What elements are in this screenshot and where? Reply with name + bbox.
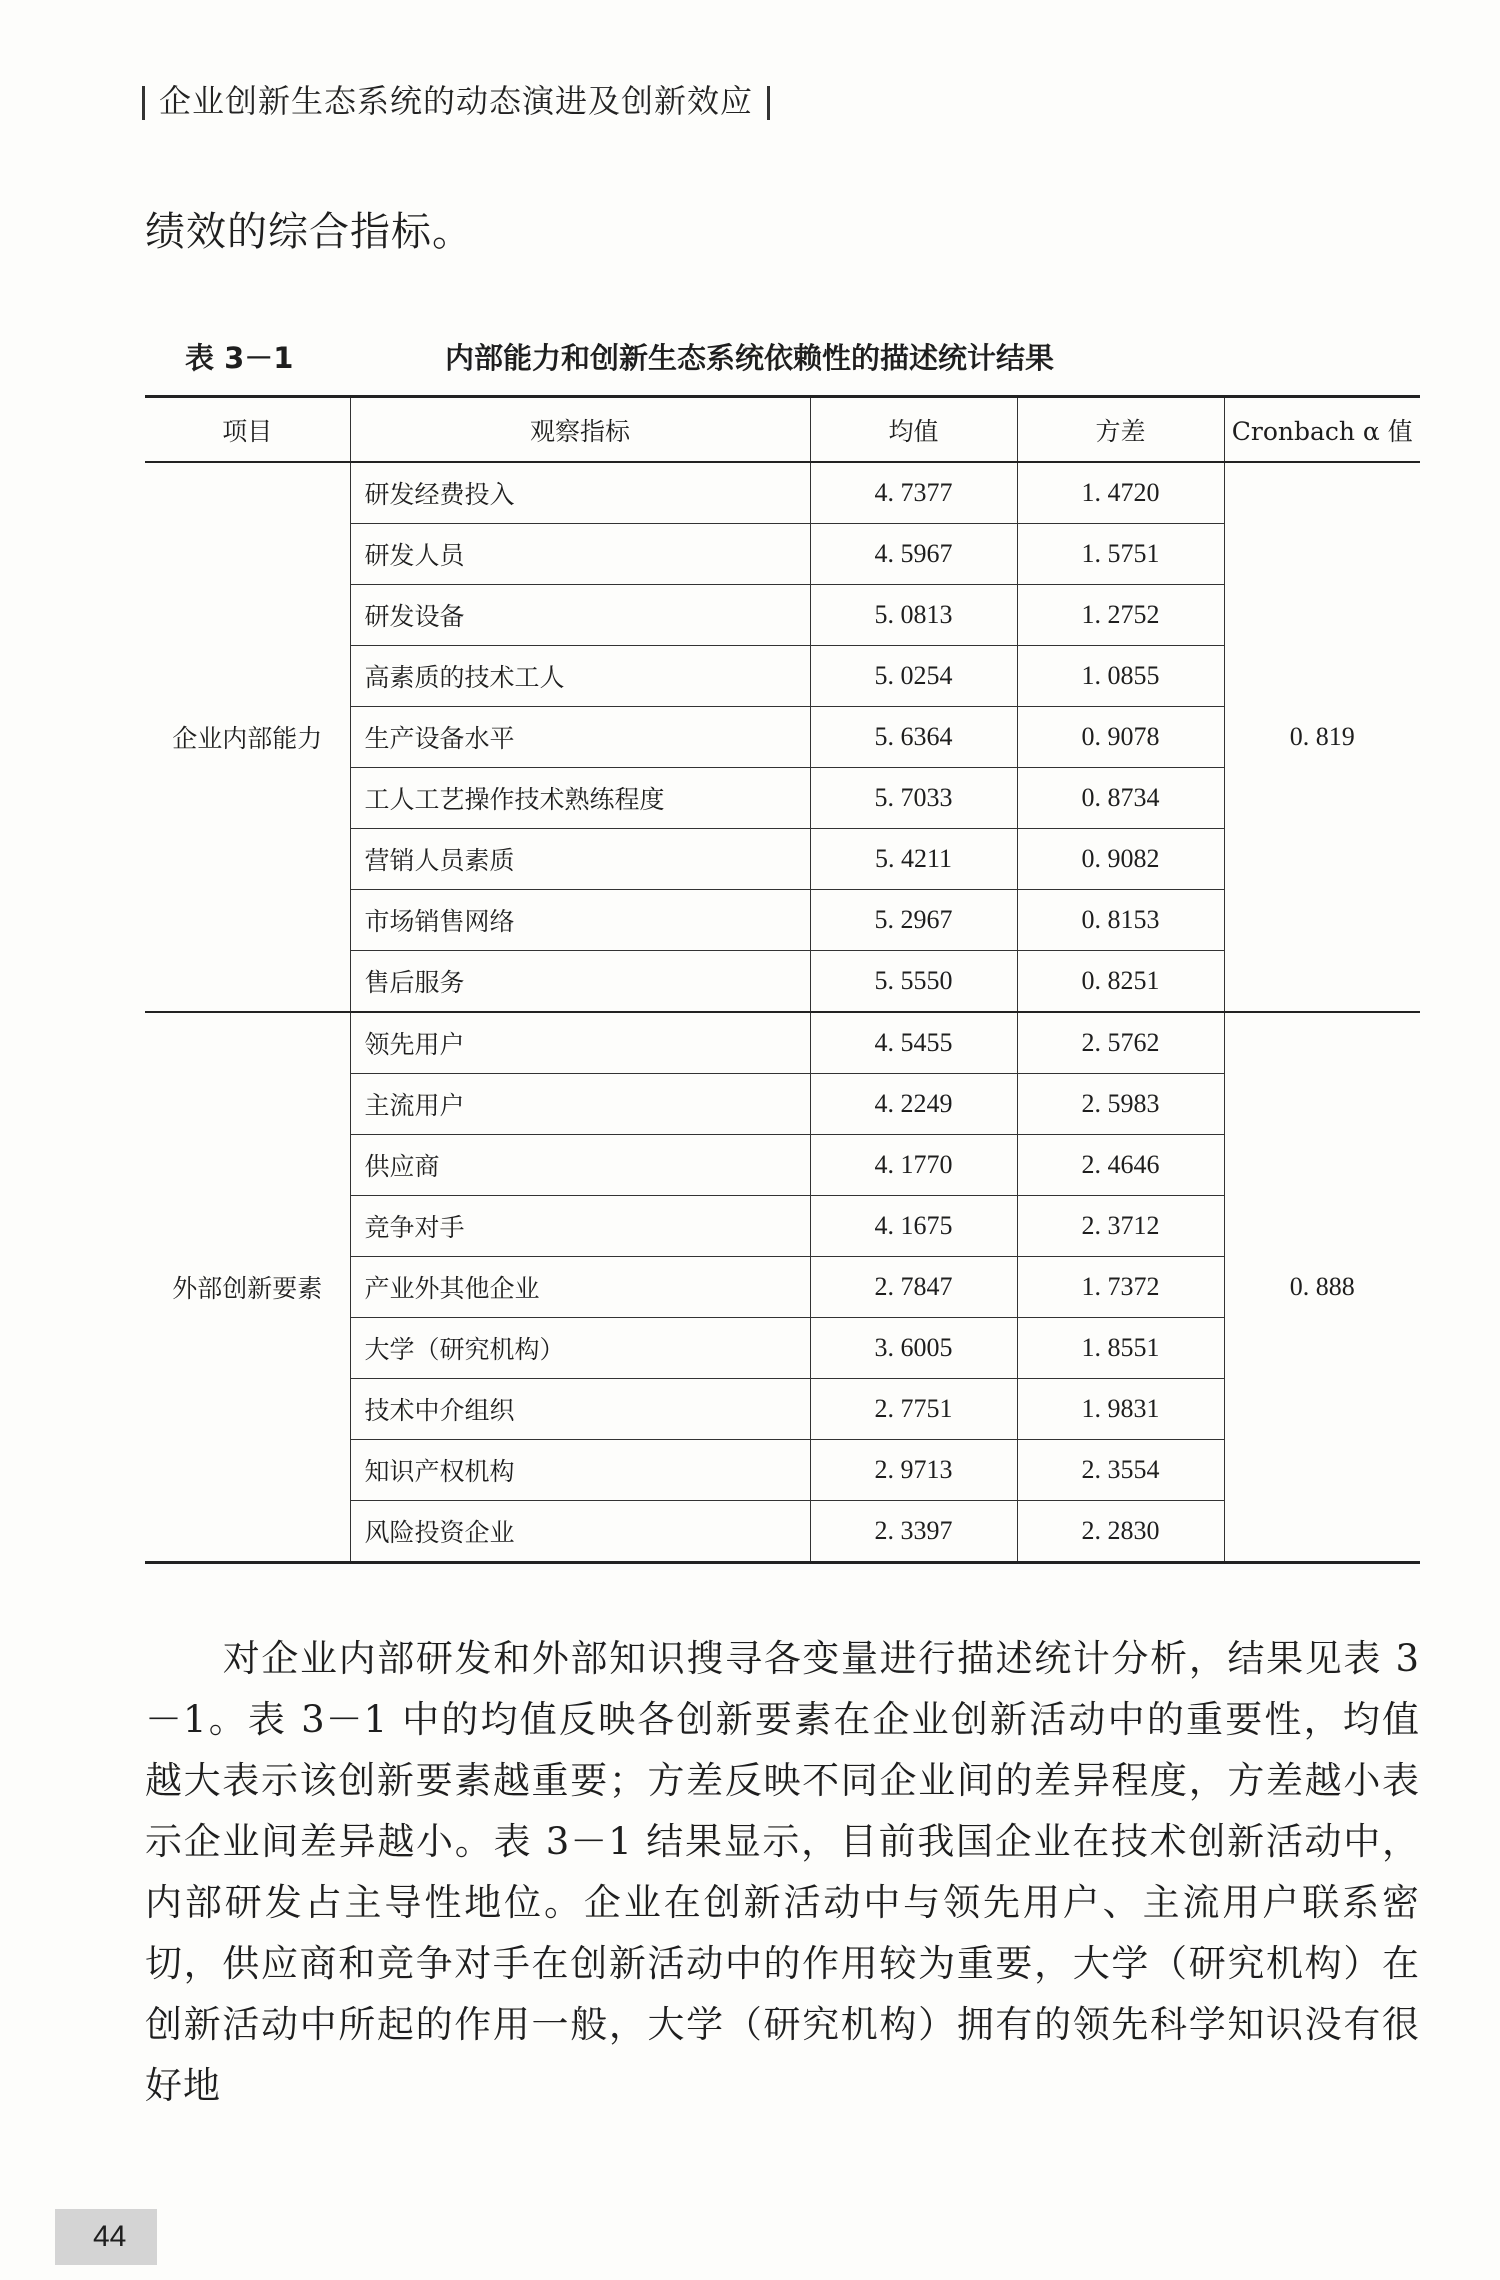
mean-cell: 2. 7847	[810, 1257, 1017, 1318]
running-head-title: 企业创新生态系统的动态演进及创新效应	[159, 82, 754, 120]
indicator-cell: 工人工艺操作技术熟练程度	[350, 768, 810, 829]
variance-cell: 2. 5762	[1017, 1012, 1224, 1074]
stats-table	[145, 395, 1420, 1564]
variance-cell: 2. 4646	[1017, 1135, 1224, 1196]
mean-cell: 5. 0813	[810, 585, 1017, 646]
variance-cell: 1. 9831	[1017, 1379, 1224, 1440]
table-row	[145, 1012, 1420, 1074]
group-label: 外部创新要素	[145, 1012, 350, 1563]
table-row	[145, 462, 1420, 524]
variance-cell: 0. 8153	[1017, 890, 1224, 951]
indicator-cell: 供应商	[350, 1135, 810, 1196]
indicator-cell: 竞争对手	[350, 1196, 810, 1257]
lead-text: 绩效的综合指标。	[145, 209, 473, 255]
variance-cell: 0. 9082	[1017, 829, 1224, 890]
table-number: 表 3－1	[185, 341, 294, 375]
variance-cell: 2. 5983	[1017, 1074, 1224, 1135]
indicator-cell: 领先用户	[350, 1012, 810, 1074]
header-item: 项目	[145, 397, 350, 463]
variance-cell: 2. 3712	[1017, 1196, 1224, 1257]
running-head	[128, 76, 784, 122]
indicator-cell: 市场销售网络	[350, 890, 810, 951]
mean-cell: 5. 6364	[810, 707, 1017, 768]
variance-cell: 1. 7372	[1017, 1257, 1224, 1318]
indicator-cell: 售后服务	[350, 951, 810, 1013]
table-header-row	[145, 397, 1420, 463]
indicator-cell: 高素质的技术工人	[350, 646, 810, 707]
alpha-cell: 0. 819	[1224, 462, 1420, 1012]
mean-cell: 5. 4211	[810, 829, 1017, 890]
indicator-cell: 主流用户	[350, 1074, 810, 1135]
indicator-cell: 技术中介组织	[350, 1379, 810, 1440]
group-label: 企业内部能力	[145, 462, 350, 1012]
divider	[142, 86, 145, 120]
indicator-cell: 研发经费投入	[350, 462, 810, 524]
variance-cell: 2. 2830	[1017, 1501, 1224, 1563]
header-mean: 均值	[810, 397, 1017, 463]
variance-cell: 0. 8734	[1017, 768, 1224, 829]
header-alpha: Cronbach α 值	[1224, 397, 1420, 463]
variance-cell: 0. 9078	[1017, 707, 1224, 768]
indicator-cell: 产业外其他企业	[350, 1257, 810, 1318]
mean-cell: 2. 9713	[810, 1440, 1017, 1501]
indicator-cell: 营销人员素质	[350, 829, 810, 890]
header-variance: 方差	[1017, 397, 1224, 463]
mean-cell: 3. 6005	[810, 1318, 1017, 1379]
header-indicator: 观察指标	[350, 397, 810, 463]
mean-cell: 5. 7033	[810, 768, 1017, 829]
mean-cell: 4. 5967	[810, 524, 1017, 585]
mean-cell: 4. 1675	[810, 1196, 1017, 1257]
mean-cell: 2. 3397	[810, 1501, 1017, 1563]
indicator-cell: 知识产权机构	[350, 1440, 810, 1501]
indicator-cell: 大学（研究机构）	[350, 1318, 810, 1379]
variance-cell: 1. 5751	[1017, 524, 1224, 585]
mean-cell: 4. 1770	[810, 1135, 1017, 1196]
indicator-cell: 风险投资企业	[350, 1501, 810, 1563]
alpha-cell: 0. 888	[1224, 1012, 1420, 1563]
table-caption	[145, 336, 1420, 380]
table-title: 内部能力和创新生态系统依赖性的描述统计结果	[445, 341, 1055, 375]
indicator-cell: 研发设备	[350, 585, 810, 646]
mean-cell: 5. 0254	[810, 646, 1017, 707]
variance-cell: 1. 4720	[1017, 462, 1224, 524]
variance-cell: 2. 3554	[1017, 1440, 1224, 1501]
mean-cell: 4. 2249	[810, 1074, 1017, 1135]
variance-cell: 1. 8551	[1017, 1318, 1224, 1379]
mean-cell: 4. 7377	[810, 462, 1017, 524]
indicator-cell: 研发人员	[350, 524, 810, 585]
variance-cell: 0. 8251	[1017, 951, 1224, 1013]
mean-cell: 5. 5550	[810, 951, 1017, 1013]
variance-cell: 1. 0855	[1017, 646, 1224, 707]
mean-cell: 2. 7751	[810, 1379, 1017, 1440]
page-number: 44	[55, 2209, 157, 2265]
mean-cell: 4. 5455	[810, 1012, 1017, 1074]
variance-cell: 1. 2752	[1017, 585, 1224, 646]
indicator-cell: 生产设备水平	[350, 707, 810, 768]
body-paragraph: 对企业内部研发和外部知识搜寻各变量进行描述统计分析，结果见表 3－1。表 3－1 中的均值反映各创新要素在企业创新活动中的重要性，均值越大表示该创新要素越重要；方差反映不同企业间的差异程度，方差越小表示企业间差异越小。表 3－1 结果显示，目前我国企业在技术创新活动中，内部研发占主导性地位。企业在创新活动中与领先用户、主流用户联系密切，供应商和竞争对手在创新活动中的作用较为重要，大学（研究机构）在创新活动中所起的作用一般，大学（研究机构）拥有的领先科学知识没有很好地	[145, 1637, 1420, 2107]
mean-cell: 5. 2967	[810, 890, 1017, 951]
divider	[767, 86, 770, 120]
